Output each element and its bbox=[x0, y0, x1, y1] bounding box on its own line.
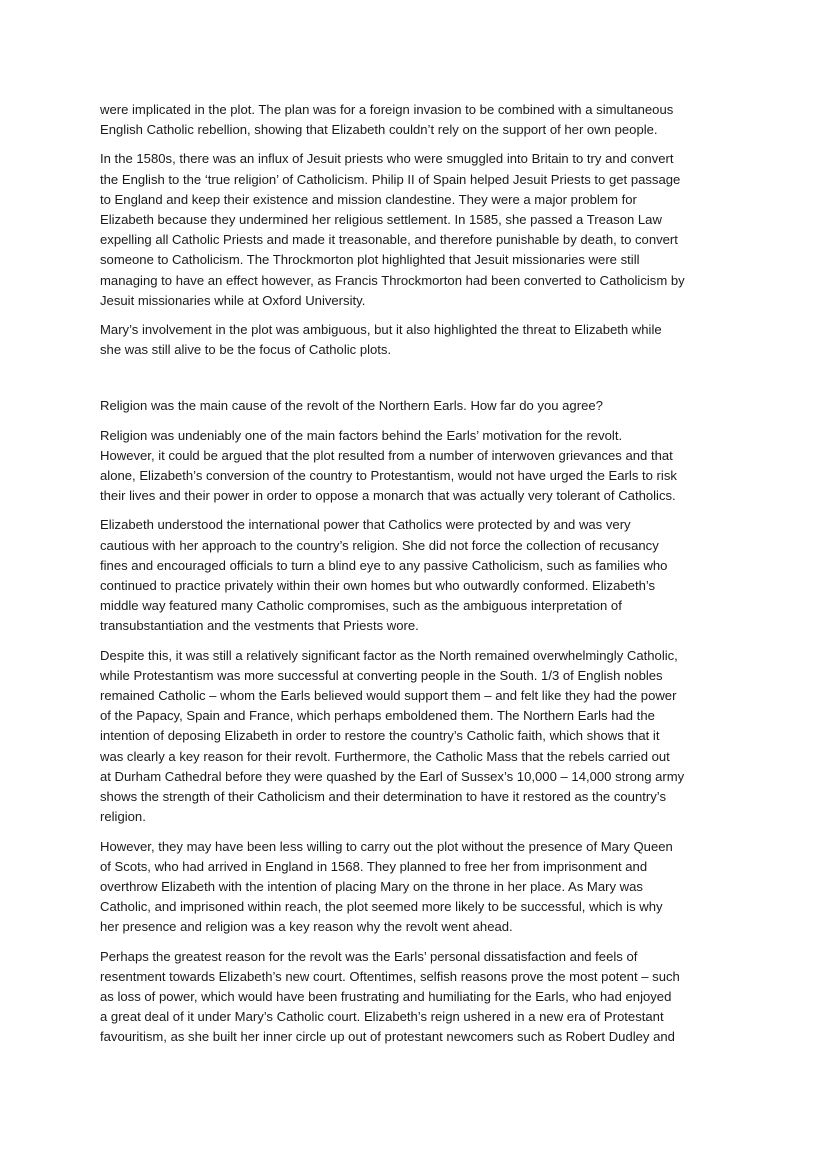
text-line: someone to Catholicism. The Throckmorton plot highlighted that Jesuit missionaries were still bbox=[100, 252, 640, 268]
text-line: However, it could be argued that the plot resulted from a number of interwoven grievances and that bbox=[100, 447, 673, 463]
paragraph bbox=[100, 320, 730, 360]
text-line: was clearly a key reason for their revolt. Furthermore, the Catholic Mass that the rebels carried out bbox=[100, 748, 670, 764]
text-line: as loss of power, which would have been frustrating and humiliating for the Earls, who had enjoyed bbox=[100, 988, 672, 1004]
text-line: alone, Elizabeth’s conversion of the country to Protestantism, would not have urged the Earls to risk bbox=[100, 468, 677, 484]
text-line: Perhaps the greatest reason for the revolt was the Earls’ personal dissatisfaction and feels of bbox=[100, 948, 638, 964]
text-line: Elizabeth because they undermined her religious settlement. In 1585, she passed a Treason Law bbox=[100, 212, 662, 228]
paragraph bbox=[100, 515, 730, 636]
essay-section bbox=[100, 426, 730, 1048]
text-line: she was still alive to be the focus of Catholic plots. bbox=[100, 342, 392, 358]
text-line: of Scots, who had arrived in England in 1568. They planned to free her from imprisonment and bbox=[100, 858, 648, 874]
document-body bbox=[100, 100, 730, 1057]
text-line: their lives and their power in order to oppose a monarch that was actually very tolerant of Catholics. bbox=[100, 488, 676, 504]
text-line: while Protestantism was more successful at converting people in the South. 1/3 of English nobles bbox=[100, 667, 663, 683]
text-line: a great deal of it under Mary’s Catholic court. Elizabeth’s reign ushered in a new era of Protestant bbox=[100, 1009, 664, 1025]
text-line: religion. bbox=[100, 809, 146, 825]
text-line: However, they may have been less willing to carry out the plot without the presence of Mary Queen bbox=[100, 838, 673, 854]
text-line: were implicated in the plot. The plan was for a foreign invasion to be combined with a simultaneous bbox=[100, 102, 674, 117]
text-line: shows the strength of their Catholicism and their determination to have it restored as the country’s bbox=[100, 789, 666, 805]
text-line: In the 1580s, there was an influx of Jesuit priests who were smuggled into Britain to try and convert bbox=[100, 151, 674, 167]
paragraph bbox=[100, 646, 730, 828]
text-line: expelling all Catholic Priests and made it treasonable, and therefore punishable by death, to convert bbox=[100, 232, 678, 248]
continued-section bbox=[100, 100, 730, 360]
text-line: transubstantiation and the vestments that Priests wore. bbox=[100, 618, 419, 634]
text-line: Elizabeth understood the international power that Catholics were protected by and was very bbox=[100, 517, 631, 533]
text-line: Jesuit missionaries while at Oxford University. bbox=[100, 292, 366, 308]
text-line: continued to practice privately within their own homes but who outwardly conformed. Elizabeth’s bbox=[100, 578, 656, 594]
text-line: managing to have an effect however, as Francis Throckmorton had been converted to Catholicism by bbox=[100, 272, 685, 288]
text-line: favouritism, as she built her inner circle up out of protestant newcomers such as Robert Dudley and bbox=[100, 1029, 675, 1045]
section-gap bbox=[100, 369, 730, 396]
paragraph bbox=[100, 947, 730, 1048]
text-line: Mary’s involvement in the plot was ambiguous, but it also highlighted the threat to Elizabeth while bbox=[100, 322, 662, 338]
essay-question: Religion was the main cause of the revolt of the Northern Earls. How far do you agree? bbox=[100, 398, 603, 414]
text-line: of the Papacy, Spain and France, which perhaps emboldened them. The Northern Earls had the bbox=[100, 708, 655, 724]
text-line: cautious with her approach to the country’s religion. She did not force the collection of recusancy bbox=[100, 537, 659, 553]
text-line: fines and encouraged officials to turn a blind eye to any passive Catholicism, such as families who bbox=[100, 557, 668, 573]
text-line: her presence and religion was a key reason why the revolt went ahead. bbox=[100, 919, 513, 935]
text-line: Catholic, and imprisoned within reach, the plot seemed more likely to be successful, which is why bbox=[100, 899, 663, 915]
text-line: middle way featured many Catholic compromises, such as the ambiguous interpretation of bbox=[100, 598, 622, 614]
text-line: resentment towards Elizabeth’s new court. Oftentimes, selfish reasons prove the most potent – such bbox=[100, 968, 680, 984]
text-line: remained Catholic – whom the Earls believed would support them – and felt like they had the power bbox=[100, 688, 677, 704]
text-line: Religion was undeniably one of the main factors behind the Earls’ motivation for the revolt. bbox=[100, 427, 623, 443]
text-line: Despite this, it was still a relatively significant factor as the North remained overwhelmingly Catholic, bbox=[100, 647, 678, 663]
text-line: intention of deposing Elizabeth in order to restore the country’s Catholic faith, which shows that it bbox=[100, 728, 660, 744]
paragraph bbox=[100, 426, 730, 507]
paragraph bbox=[100, 100, 730, 140]
text-line: at Durham Cathedral before they were quashed by the Earl of Sussex’s 10,000 – 14,000 strong army bbox=[100, 768, 685, 784]
paragraph bbox=[100, 149, 730, 311]
text-line: to England and keep their existence and mission clandestine. They were a major problem for bbox=[100, 191, 637, 207]
text-line: English Catholic rebellion, showing that Elizabeth couldn’t rely on the support of her own people. bbox=[100, 122, 658, 138]
text-line: overthrow Elizabeth with the intention of placing Mary on the throne in her place. As Mary was bbox=[100, 878, 643, 894]
paragraph bbox=[100, 837, 730, 938]
text-line: the English to the ‘true religion’ of Catholicism. Philip II of Spain helped Jesuit Priests to get passage bbox=[100, 171, 681, 187]
